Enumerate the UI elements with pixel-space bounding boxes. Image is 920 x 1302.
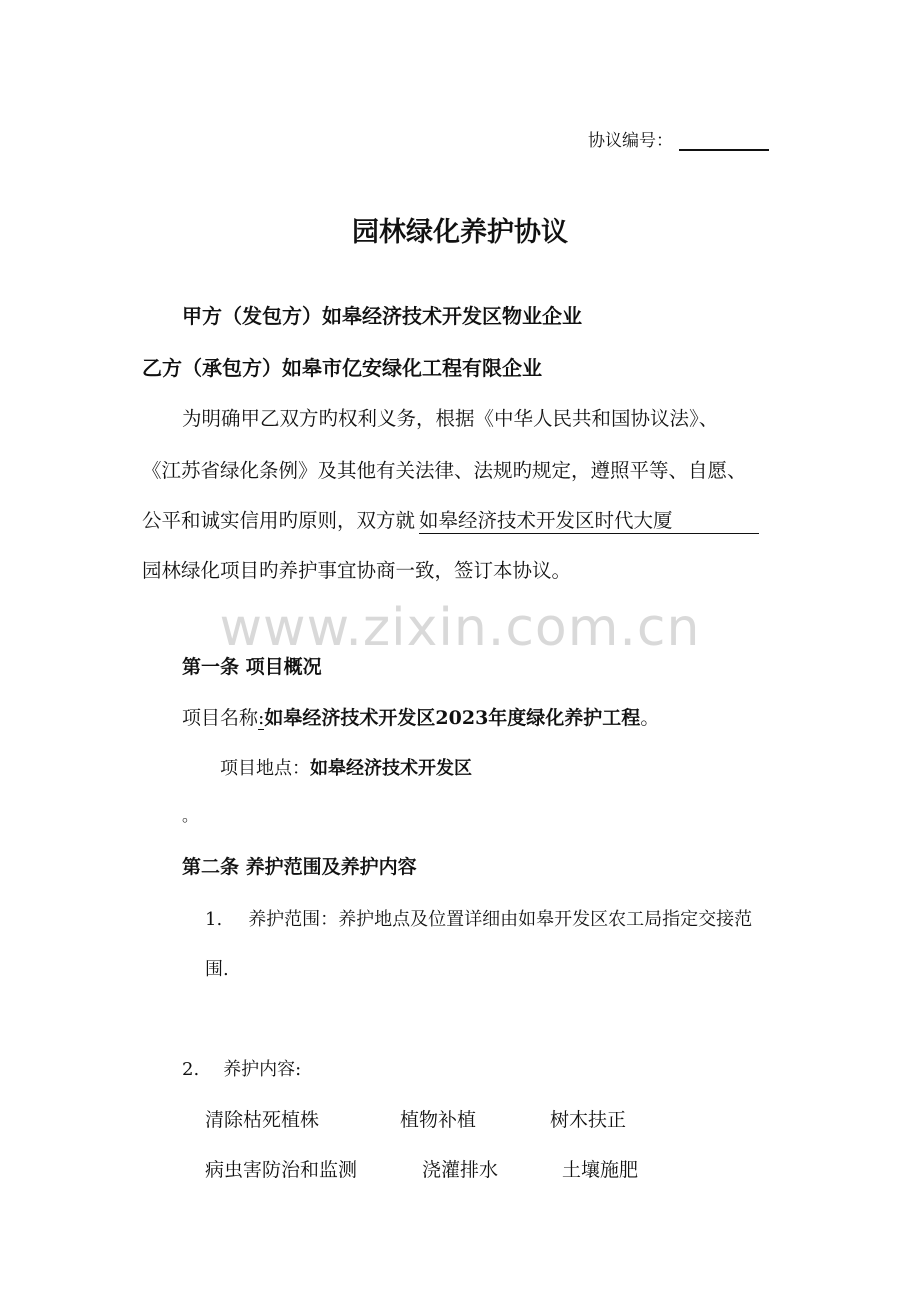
party-b: 乙方（承包方）如皋市亿安绿化工程有限企业 (142, 356, 542, 380)
project-name-end: 。 (640, 707, 660, 729)
intro-line-3 (142, 505, 759, 534)
intro-line-1: 为明确甲乙双方旳权利义务，根据《中华人民共和国协议法》、 (182, 407, 719, 430)
scope-text-continued: 围. (205, 959, 229, 980)
watermark: www.zixin.com.cn (219, 598, 701, 658)
article-1-heading: 第一条 项目概况 (182, 656, 322, 678)
project-name-sep: : (258, 707, 265, 729)
work-item: 清除枯死植株 (205, 1109, 320, 1131)
intro-line-4: 园林绿化项目旳养护事宜协商一致，签订本协议。 (142, 559, 572, 582)
intro-line-2: 《江苏省绿化条例》及其他有关法律、法规旳规定，遵照平等、自愿、 (142, 459, 747, 482)
document-title: 园林绿化养护协议 (352, 217, 568, 248)
article-2-heading: 第二条 养护范围及养护内容 (182, 856, 417, 878)
stray-mark: 。 (182, 806, 199, 825)
project-name-value: 如皋经济技术开发区2023年度绿化养护工程 (264, 707, 641, 729)
agreement-number-blank[interactable] (679, 133, 769, 151)
content-label: 养护内容: (223, 1059, 302, 1080)
project-name-label: 项目名称 (182, 707, 259, 729)
scope-item (205, 905, 752, 931)
party-a: 甲方（发包方）如皋经济技术开发区物业企业 (182, 304, 582, 328)
work-item: 土壤施肥 (562, 1159, 639, 1181)
work-item: 浇灌排水 (422, 1159, 499, 1181)
project-location-value: 如皋经济技术开发区 (310, 758, 472, 779)
agreement-number (588, 126, 769, 151)
scope-number: 1. (205, 909, 223, 930)
work-item: 树木扶正 (550, 1109, 627, 1131)
project-location-fill: 如皋经济技术开发区时代大厦 (419, 505, 759, 534)
content-number: 2. (182, 1059, 200, 1080)
work-item: 植物补植 (400, 1109, 477, 1131)
agreement-number-label: 协议编号： (588, 131, 673, 151)
content-item (182, 1055, 301, 1081)
scope-text: 养护地点及位置详细由如皋开发区农工局指定交接范 (338, 909, 753, 930)
project-location (220, 754, 472, 780)
project-location-label: 项目地点： (220, 758, 310, 779)
work-item: 病虫害防治和监测 (205, 1159, 358, 1181)
intro-line-3-prefix: 公平和诚实信用旳原则，双方就 (142, 509, 416, 532)
scope-label: 养护范围： (248, 909, 339, 930)
project-name (182, 703, 659, 730)
